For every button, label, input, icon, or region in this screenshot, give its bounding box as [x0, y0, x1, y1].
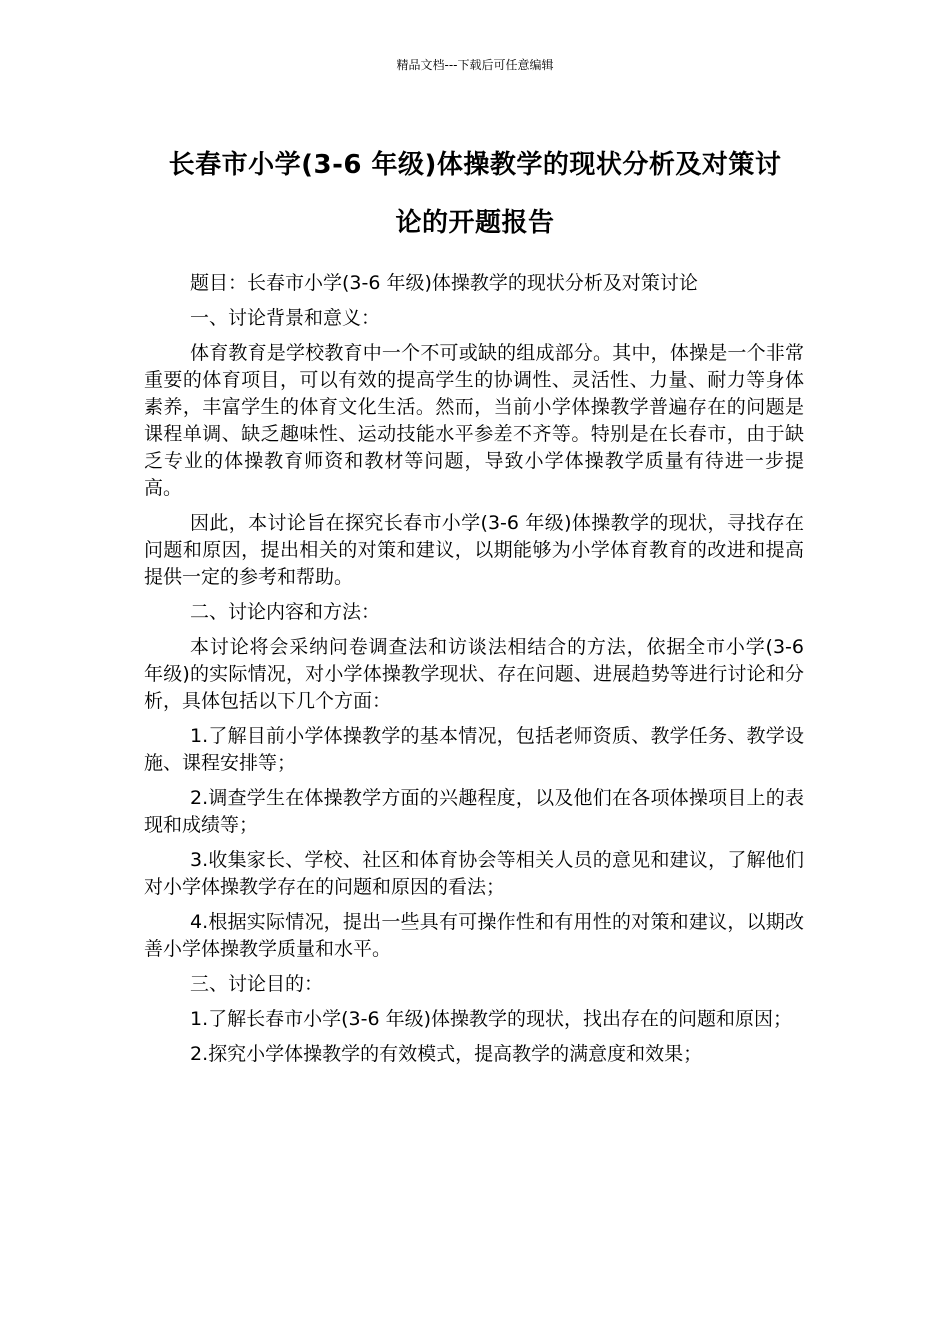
section-heading-content-methods: 二、讨论内容和方法： — [190, 601, 381, 623]
list-item-3: 3.收集家长、学校、社区和体育协会等相关人员的意见和建议，了解他们对小学体操教学存在的问题和原因的看法； — [144, 849, 804, 898]
paragraph-methods: 本讨论将会采纳问卷调查法和访谈法相结合的方法，依据全市小学(3-6 年级)的实际情况，对小学体操教学现状、存在问题、进展趋势等进行讨论和分析，具体包括以下几个方面： — [144, 636, 804, 712]
list-item-1: 1.了解目前小学体操教学的基本情况，包括老师资质、教学任务、教学设施、课程安排等； — [144, 725, 804, 774]
document-title — [120, 136, 830, 252]
title-line-2: 论的开题报告 — [395, 208, 555, 238]
paragraph-purpose: 因此，本讨论旨在探究长春市小学(3-6 年级)体操教学的现状，寻找存在问题和原因，提出相关的对策和建议，以期能够为小学体育教育的改进和提高提供一定的参考和帮助。 — [144, 512, 804, 588]
list-item-4: 4.根据实际情况，提出一些具有可操作性和有用性的对策和建议，以期改善小学体操教学质量和水平。 — [144, 911, 804, 960]
page-header-watermark: 精品文档---下载后可任意编辑 — [396, 58, 554, 72]
document-body — [144, 270, 804, 1076]
paragraph-background: 体育教育是学校教育中一个不可或缺的组成部分。其中，体操是一个非常重要的体育项目，可以有效的提高学生的协调性、灵活性、力量、耐力等身体素养，丰富学生的体育文化生活。然而，当前小学体操教学普遍存在的问题是课程单调、缺乏趣味性、运动技能水平参差不齐等。特别是在长春市，由于缺乏专业的体操教育师资和教材等问题，导致小学体操教学质量有待进一步提高。 — [144, 342, 804, 499]
title-line-1: 长春市小学(3-6 年级)体操教学的现状分析及对策讨 — [168, 150, 782, 180]
list-item-2: 2.调查学生在体操教学方面的兴趣程度，以及他们在各项体操项目上的表现和成绩等； — [144, 787, 804, 836]
topic-line: 题目：长春市小学(3-6 年级)体操教学的现状分析及对策讨论 — [190, 272, 698, 294]
section-heading-background: 一、讨论背景和意义： — [190, 307, 381, 329]
objective-item-1: 1.了解长春市小学(3-6 年级)体操教学的现状，找出存在的问题和原因； — [190, 1008, 793, 1030]
section-heading-objectives: 三、讨论目的： — [190, 973, 324, 995]
objective-item-2: 2.探究小学体操教学的有效模式，提高教学的满意度和效果； — [190, 1043, 703, 1065]
